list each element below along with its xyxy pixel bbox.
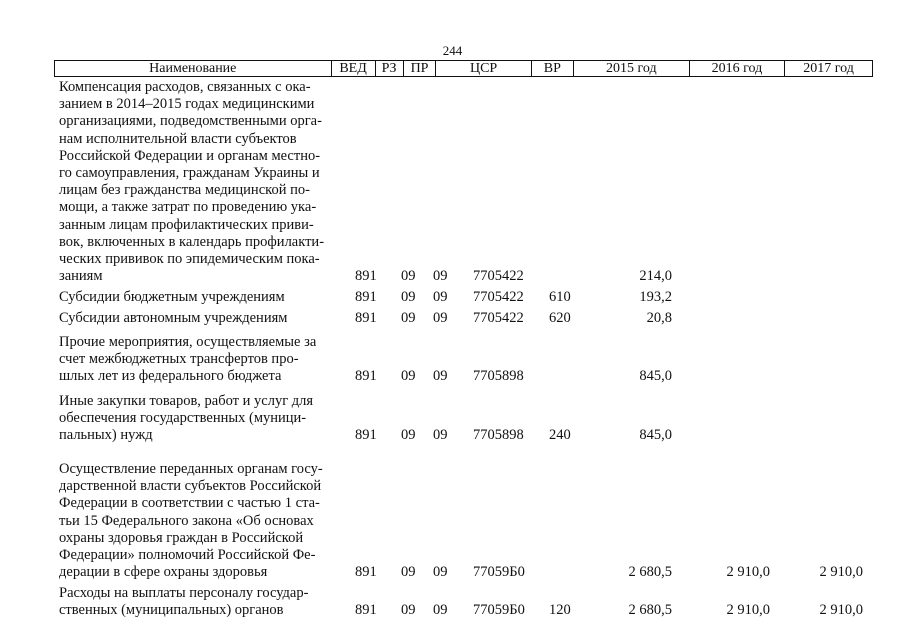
row-name: Субсидии бюджетным учреждениям bbox=[59, 289, 285, 305]
row-vr: 120 bbox=[549, 602, 571, 618]
row-name: Осуществление переданных органам госу- дарственной власти субъектов Российской Федерации в соответствии с частью 1 ста- тьи 15 Федерального закона «Об основах охраны здоровья граждан в Российской Федерации» полномочий Российской Фе- дерации в сфере охраны здоровья bbox=[59, 461, 323, 581]
row-vr: 610 bbox=[549, 289, 571, 305]
row-rz: 09 bbox=[401, 368, 416, 384]
row-2015: 845,0 bbox=[639, 427, 672, 443]
row-rz: 09 bbox=[401, 310, 416, 326]
row-rz: 09 bbox=[401, 289, 416, 305]
row-name: Расходы на выплаты персоналу государ- ственных (муниципальных) органов bbox=[59, 585, 309, 619]
row-ved: 891 bbox=[355, 602, 377, 618]
row-rz: 09 bbox=[401, 268, 416, 284]
row-vr: 620 bbox=[549, 310, 571, 326]
row-csr: 7705422 bbox=[473, 310, 524, 326]
row-ved: 891 bbox=[355, 289, 377, 305]
row-pr: 09 bbox=[433, 368, 448, 384]
row-2017: 2 910,0 bbox=[819, 564, 863, 580]
row-2015: 845,0 bbox=[639, 368, 672, 384]
row-csr: 7705422 bbox=[473, 289, 524, 305]
row-2015: 20,8 bbox=[646, 310, 672, 326]
row-2015: 2 680,5 bbox=[628, 602, 672, 618]
header-ved: ВЕД bbox=[332, 61, 376, 76]
header-2016: 2016 год bbox=[690, 61, 785, 76]
row-2015: 2 680,5 bbox=[628, 564, 672, 580]
header-pr: ПР bbox=[404, 61, 437, 76]
header-2015: 2015 год bbox=[574, 61, 690, 76]
row-2015: 193,2 bbox=[639, 289, 672, 305]
row-ved: 891 bbox=[355, 268, 377, 284]
row-ved: 891 bbox=[355, 368, 377, 384]
row-name: Иные закупки товаров, работ и услуг для обеспечения государственных (муници- пальных) нужд bbox=[59, 393, 314, 444]
row-rz: 09 bbox=[401, 564, 416, 580]
row-name: Компенсация расходов, связанных с ока- занием в 2014–2015 годах медицинскими организациями, подведомственными орга- нам исполнительной власти субъектов Российской Федерации и органам местно- го самоуправления, гражданам Украины и лицам без гражданства медицинской по- мощи, а также затрат по проведению ука- занным лицам профилактических приви- вок, включенных в календарь профилакти- ческих прививок по эпидемическим пока- заниям bbox=[59, 79, 325, 285]
header-name: Наименование bbox=[55, 61, 332, 76]
row-csr: 7705898 bbox=[473, 427, 524, 443]
row-2016: 2 910,0 bbox=[726, 602, 770, 618]
row-name: Субсидии автономным учреждениям bbox=[59, 310, 288, 326]
row-pr: 09 bbox=[433, 427, 448, 443]
row-pr: 09 bbox=[433, 268, 448, 284]
row-ved: 891 bbox=[355, 427, 377, 443]
row-ved: 891 bbox=[355, 564, 377, 580]
row-2016: 2 910,0 bbox=[726, 564, 770, 580]
row-2017: 2 910,0 bbox=[819, 602, 863, 618]
row-pr: 09 bbox=[433, 602, 448, 618]
row-rz: 09 bbox=[401, 427, 416, 443]
row-rz: 09 bbox=[401, 602, 416, 618]
table-header bbox=[54, 60, 873, 77]
page-number: 244 bbox=[442, 43, 463, 58]
row-vr: 240 bbox=[549, 427, 571, 443]
row-pr: 09 bbox=[433, 564, 448, 580]
header-vr: ВР bbox=[532, 61, 574, 76]
row-pr: 09 bbox=[433, 310, 448, 326]
row-ved: 891 bbox=[355, 310, 377, 326]
row-csr: 77059Б0 bbox=[473, 564, 525, 580]
header-csr: ЦСР bbox=[436, 61, 531, 76]
row-pr: 09 bbox=[433, 289, 448, 305]
row-csr: 77059Б0 bbox=[473, 602, 525, 618]
header-rz: РЗ bbox=[376, 61, 404, 76]
header-2017: 2017 год bbox=[803, 61, 854, 76]
row-csr: 7705422 bbox=[473, 268, 524, 284]
row-csr: 7705898 bbox=[473, 368, 524, 384]
row-2015: 214,0 bbox=[639, 268, 672, 284]
row-name: Прочие мероприятия, осуществляемые за счет межбюджетных трансфертов про- шлых лет из федерального бюджета bbox=[59, 334, 317, 385]
